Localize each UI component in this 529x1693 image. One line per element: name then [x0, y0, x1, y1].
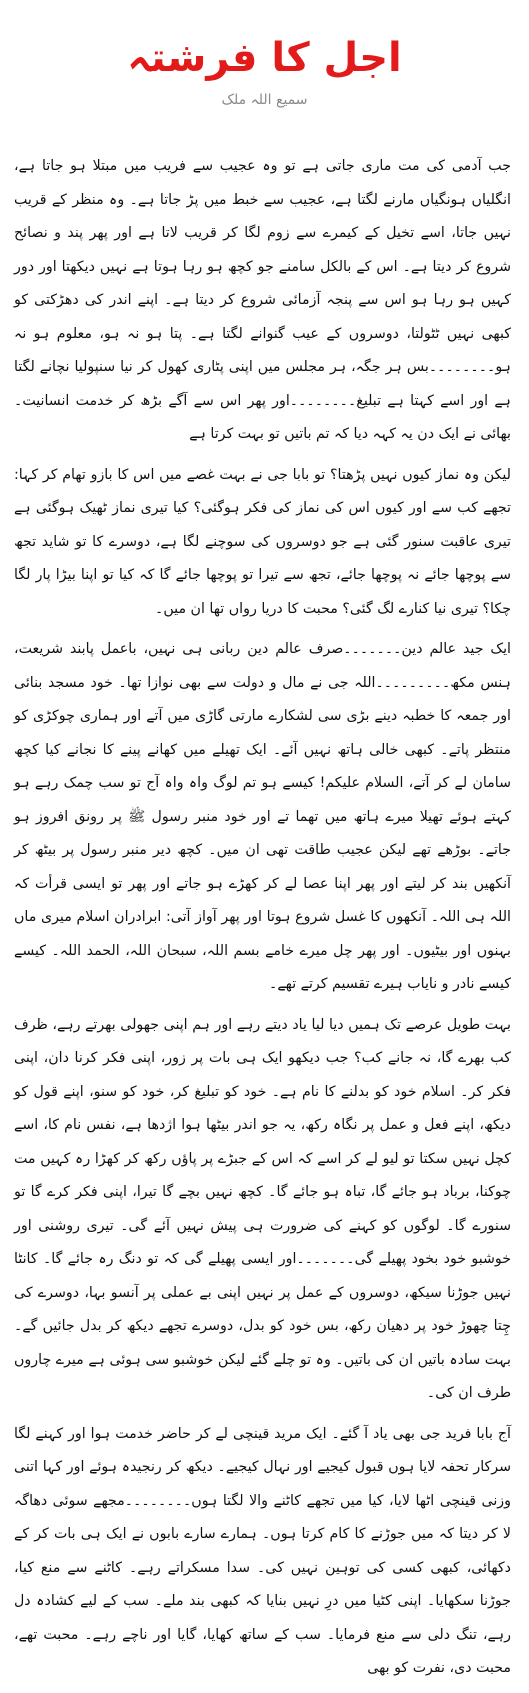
paragraph: ایک جید عالم دین۔۔۔۔۔۔۔صرف عالم دین ربانی ہی نہیں، باعمل پابند شریعت، ہنس مکھ۔۔۔۔۔۔۔۔۔اللہ جی نے مال و دولت سے بھی نوازا تھا۔ خود مسجد بنائی اور جمعہ کا خطبہ دینے بڑی سی لشکارے مارتی گاڑی میں آتے اور ہماری چوکڑی کو منتظر پاتے۔ کبھی خالی ہاتھ نہیں آئے۔ ایک تھیلے میں کھانے پینے کا نجانے کیا کچھ سامان لے کر آتے، السلام علیکم! کیسے ہو تم لوگ واہ واہ آج تو سب چمک رہے ہو کہتے ہوئے تھیلا میرے ہاتھ میں تھما تے اور خود منبر رسول ﷺ پر رونق افروز ہو جاتے۔ بوڑھے تھے لیکن عجیب طاقت تھی ان میں۔ کچھ دیر منبر رسول پر بیٹھ کر آنکھیں بند کر لیتے اور پھر اپنا عصا لے کر کھڑے ہو جاتے اور پھر تو ایسی قرأت کہ اللہ ہی اللہ۔ آنکھوں کا غسل شروع ہوتا اور پھر آواز آتی: ابرادران اسلام میری ماں بہنوں اور بیٹیوں۔ اور پھر چل میرے خامے بسم اللہ، سبحان اللہ، الحمد اللہ۔ کیسے کیسے نادر و نایاب ہیرے تقسیم کرتے تھے۔: [14, 641, 511, 992]
article-body: [14, 150, 511, 1693]
paragraph: جب آدمی کی مت ماری جاتی ہے تو وہ عجیب سے فریب میں مبتلا ہو جاتا ہے، انگلیاں ہونگیاں مارنے لگتا ہے، عجیب سے خبط میں پڑ جاتا ہے۔ وہ منظر کے قریب نہیں جاتا، اسے تخیل کے کیمرے سے زوم لگا کر قریب لاتا ہے اور پھر پند و نصائح شروع کر دیتا ہے۔ اس کے بالکل سامنے جو کچھ ہو رہا ہوتا ہے نہیں دیکھتا اور دور کہیں ہو رہا ہو اس سے پنجہ آزمائی شروع کر دیتا ہے۔ اپنے اندر کی دھڑکتی کو کبھی نہیں ٹٹولتا، دوسروں کے عیب گنوانے لگتا ہے۔ پتا ہو نہ ہو، معلوم ہو نہ ہو۔۔۔۔۔۔۔۔بس ہر جگہ، ہر مجلس میں اپنی پٹاری کھول کر نیا سنپولیا نچانے لگتا ہے اور اسے کہتا ہے تبلیغ۔۔۔۔۔۔۔۔اور پھر اس سے آگے بڑھ کر خدمت انسانیت۔ بھائی نے ایک دن یہ کہہ دیا کہ تم باتیں تو بہت کرتا ہے: [14, 158, 511, 442]
article-title: اجل کا فرشتہ: [127, 35, 402, 81]
paragraph: آج بابا فرید جی بھی یاد آ گئے۔ ایک مرید قینچی لے کر حاضر خدمت ہوا اور کہنے لگا سرکار تحفہ لایا ہوں قبول کیجیے اور نہال کیجیے۔ دیکھ کر رنجیدہ ہوئے اور کہا اتنی وزنی قینچی اٹھا لایا، کیا میں تجھے کاٹنے والا لگتا ہوں۔۔۔۔۔۔۔۔مجھے سوئی دھاگہ لا کر دیتا کہ میں جوڑنے کا کام کرتا ہوں۔ ہمارے سارے بابوں نے ایک ہی بات کر کے دکھائی، کبھی کسی کی توہین نہیں کی۔ سدا مسکراتے رہے۔ کاٹنے سے منع کیا، جوڑنا سکھایا۔ اپنی کٹیا میں درِ نہیں بنایا کہ کبھی بند ملے۔ سب کے لیے کشادہ دل رہے، تنگ دلی سے منع فرمایا۔ سب کے ساتھ کھایا، گایا اور ناچے رہے۔ محبت تھے، محبت دی، نفرت کو بھی: [14, 1425, 511, 1676]
paragraph: بہت طویل عرصے تک ہمیں دیا لیا یاد دیتے رہے اور ہم اپنی جھولی بھرتے رہے، ظرف کب بھرے گا، نہ جانے کب؟ جب دیکھو ایک ہی بات پر زور، اپنی فکر کرنا دان، اپنی فکر کر۔ اسلام خود کو بدلنے کا نام ہے۔ خود کو تبلیغ کر، خود کو سنو، اپنے قول کو دیکھ، اپنے فعل و عمل پر نگاہ رکھ، یہ جو اندر بیٹھا ہوا اژدھا ہے، نفس نام کا، اسے کچل نہیں سکتا تو لیو لے کر اسے کہ اس کے جبڑے پر پاؤں رکھ کر کھڑا رہ کہیں مت چوکنا، برباد ہو جائے گا، تباہ ہو جائے گا۔ کچھ نہیں بچے گا تیرا، اپنی فکر کرے گا تو سنورے گا۔ لوگوں کو کہنے کی ضرورت ہی پیش نہیں آئے گی۔ تیری روشنی اور خوشبو خود بخود پھیلے گی۔۔۔۔۔۔۔اور ایسی پھیلے گی کہ تو دنگ رہ جائے گا۔ کانٹا نہیں جوڑنا سیکھ، دوسروں کے عمل پر نہیں اپنی بے عملی پر آنسو بہا، دوسرے کی چِتا چھوڑ خود پر دھیان رکھ، بس خود کو بدل، دوسرے تجھے دیکھ کر بدل جائیں گے۔ بہت سادہ باتیں ان کی باتیں۔ وہ تو چلے گئے لیکن خوشبو سی ہوئی ہے میرے چاروں طرف ان کی۔: [14, 1016, 511, 1401]
author-name: سمیع اللہ ملک: [221, 92, 308, 108]
paragraph: لیکن وہ نماز کیوں نہیں پڑھتا؟ تو بابا جی نے بہت غصے میں اس کا بازو تھام کر کہا: تجھے کب سے اور کیوں اس کی نماز کی فکر ہوگئی؟ کیا تیری نماز ٹھیک ہوگئی ہے تیری عاقبت سنور گئی ہے جو دوسروں کی سوچنے لگا ہے، دوسرے کا تو شاید تجھ سے پوچھا جائے نہ پوچھا جائے، تجھ سے تیرا تو پوچھا جائے گا کہ کیا تو اپنا بیڑا پار لگا چکا؟ تیری نیا کنارے لگ گئی؟ محبت کا دریا رواں تھا ان میں۔: [14, 466, 511, 617]
